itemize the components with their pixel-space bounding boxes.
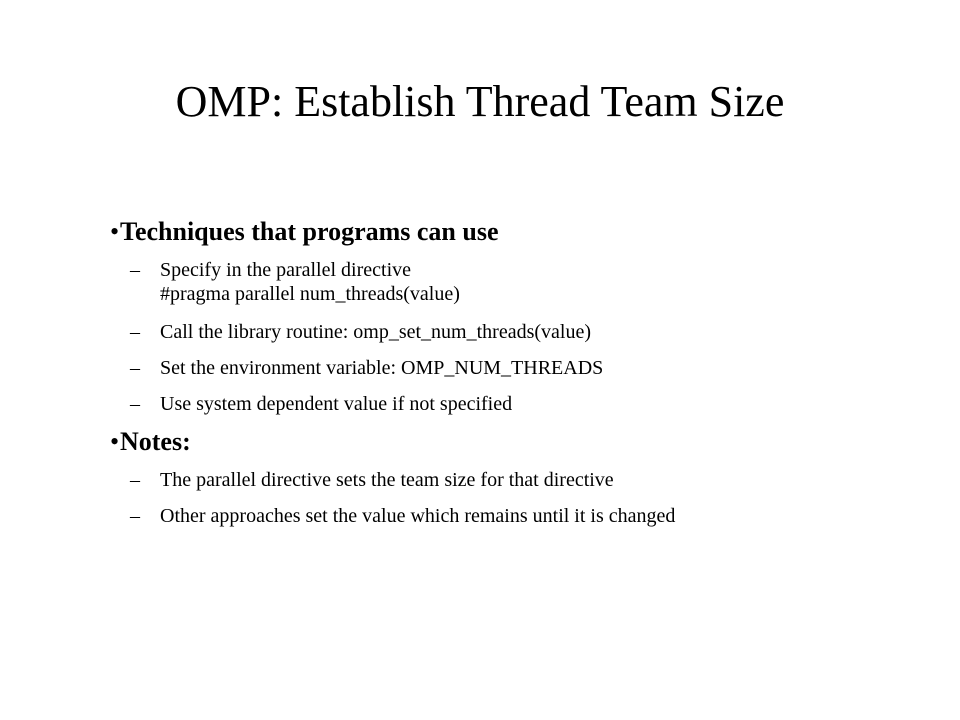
sub-item-line: Set the environment variable: OMP_NUM_THREADS	[160, 357, 604, 379]
dash-marker: –	[130, 259, 140, 281]
dash-marker: –	[130, 469, 140, 491]
sub-item-code-line: #pragma parallel num_threads(value)	[160, 283, 460, 305]
sub-item-line: Other approaches set the value which remains until it is changed	[160, 505, 676, 527]
bullet-marker: •	[110, 427, 120, 456]
sub-item-line: Specify in the parallel directive	[160, 259, 412, 281]
dash-marker: –	[130, 357, 140, 379]
dash-marker: –	[130, 393, 140, 415]
sub-item-line: Use system dependent value if not specified	[160, 393, 513, 415]
sub-item-line: The parallel directive sets the team size for that directive	[160, 469, 614, 491]
bullet-marker: •	[110, 217, 120, 246]
bullet-heading: Techniques that programs can use	[120, 217, 499, 246]
sub-item-line: Call the library routine: omp_set_num_threads(value)	[160, 321, 591, 343]
dash-marker: –	[130, 505, 140, 527]
slide-title: OMP: Establish Thread Team Size	[175, 77, 785, 126]
dash-marker: –	[130, 321, 140, 343]
bullet-heading: Notes:	[120, 427, 191, 456]
